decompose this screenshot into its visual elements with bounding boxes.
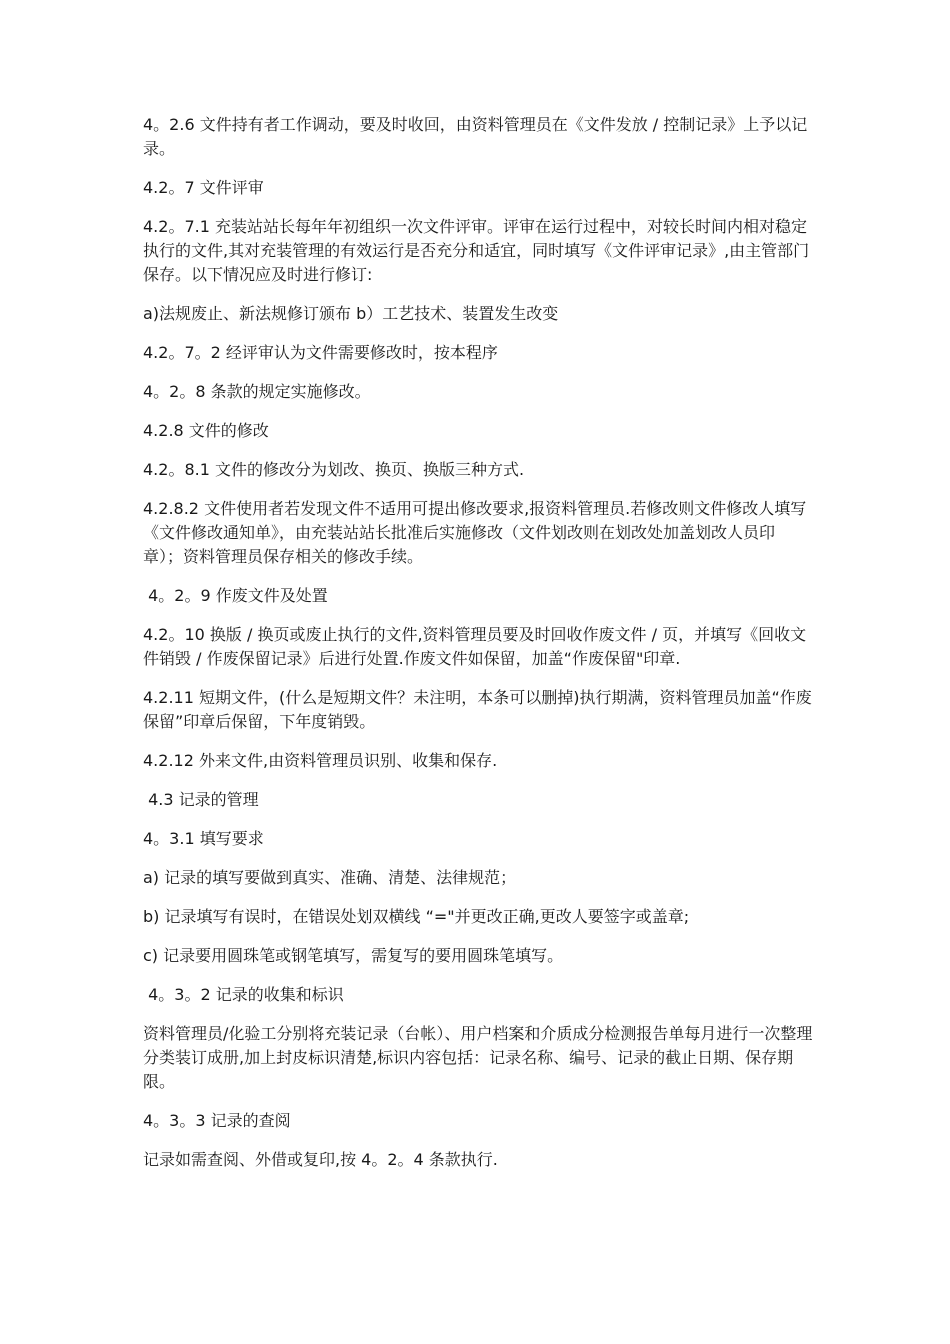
heading-4-3-record-management: 4.3 记录的管理: [143, 790, 259, 809]
heading-4-2-9-obsolete-documents: 4。2。9 作废文件及处置: [143, 586, 328, 605]
paragraph-4-2-8-reference: 4。2。8 条款的规定实施修改。: [143, 382, 371, 401]
heading-4-2-7-document-review: 4.2。7 文件评审: [143, 178, 264, 197]
paragraph-4-2-6: 4。2.6 文件持有者工作调动，要及时收回，由资料管理员在《文件发放 / 控制记录》上予以记录。: [143, 115, 808, 158]
paragraph-4-2-11: 4.2.11 短期文件，(什么是短期文件？未注明，本条可以删掉)执行期满，资料管理员加盖“作废保留”印章后保留，下年度销毁。: [143, 688, 812, 731]
paragraph-record-collection: 资料管理员/化验工分别将充装记录（台帐）、用户档案和介质成分检测报告单每月进行一次整理分类装订成册,加上封皮标识清楚,标识内容包括：记录名称、编号、记录的截止日期、保存期限。: [143, 1024, 813, 1091]
paragraph-4-2-12: 4.2.12 外来文件,由资料管理员识别、收集和保存.: [143, 751, 498, 770]
heading-4-3-3-record-lookup: 4。3。3 记录的查阅: [143, 1111, 291, 1130]
paragraph-4-2-8-1: 4.2。8.1 文件的修改分为划改、换页、换版三种方式.: [143, 460, 525, 479]
heading-4-3-2-record-collection: 4。3。2 记录的收集和标识: [143, 985, 344, 1004]
heading-4-3-1-filling-requirements: 4。3.1 填写要求: [143, 829, 264, 848]
document-body: [143, 113, 813, 1187]
paragraph-record-lookup: 记录如需查阅、外借或复印,按 4。2。4 条款执行.: [143, 1150, 498, 1169]
paragraph-4-2-8-2: 4.2.8.2 文件使用者若发现文件不适用可提出修改要求,报资料管理员.若修改则文件修改人填写《文件修改通知单》，由充装站站长批准后实施修改（文件划改则在划改处加盖划改人员印章）；资料管理员保存相关的修改手续。: [143, 499, 807, 566]
paragraph-4-2-7-2: 4.2。7。2 经评审认为文件需要修改时，按本程序: [143, 343, 498, 362]
list-item-b: b) 记录填写有误时，在错误处划双横线 “="并更改正确,更改人要签字或盖章;: [143, 907, 690, 926]
paragraph-4-2-7-1: 4.2。7.1 充装站站长每年年初组织一次文件评审。评审在运行过程中，对较长时间内相对稳定执行的文件,其对充装管理的有效运行是否充分和适宜，同时填写《文件评审记录》,由主管部门保存。以下情况应及时进行修订:: [143, 217, 810, 284]
list-item-c: c) 记录要用圆珠笔或钢笔填写，需复写的要用圆珠笔填写。: [143, 946, 564, 965]
paragraph-revision-conditions: a)法规废止、新法规修订颁布 b）工艺技术、装置发生改变: [143, 304, 559, 323]
paragraph-4-2-10: 4.2。10 换版 / 换页或废止执行的文件,资料管理员要及时回收作废文件 / 页，并填写《回收文件销毁 / 作废保留记录》后进行处置.作废文件如保留，加盖“作废保留"印章.: [143, 625, 807, 668]
heading-4-2-8-document-modification: 4.2.8 文件的修改: [143, 421, 269, 440]
list-item-a: a) 记录的填写要做到真实、准确、清楚、法律规范；: [143, 868, 517, 887]
